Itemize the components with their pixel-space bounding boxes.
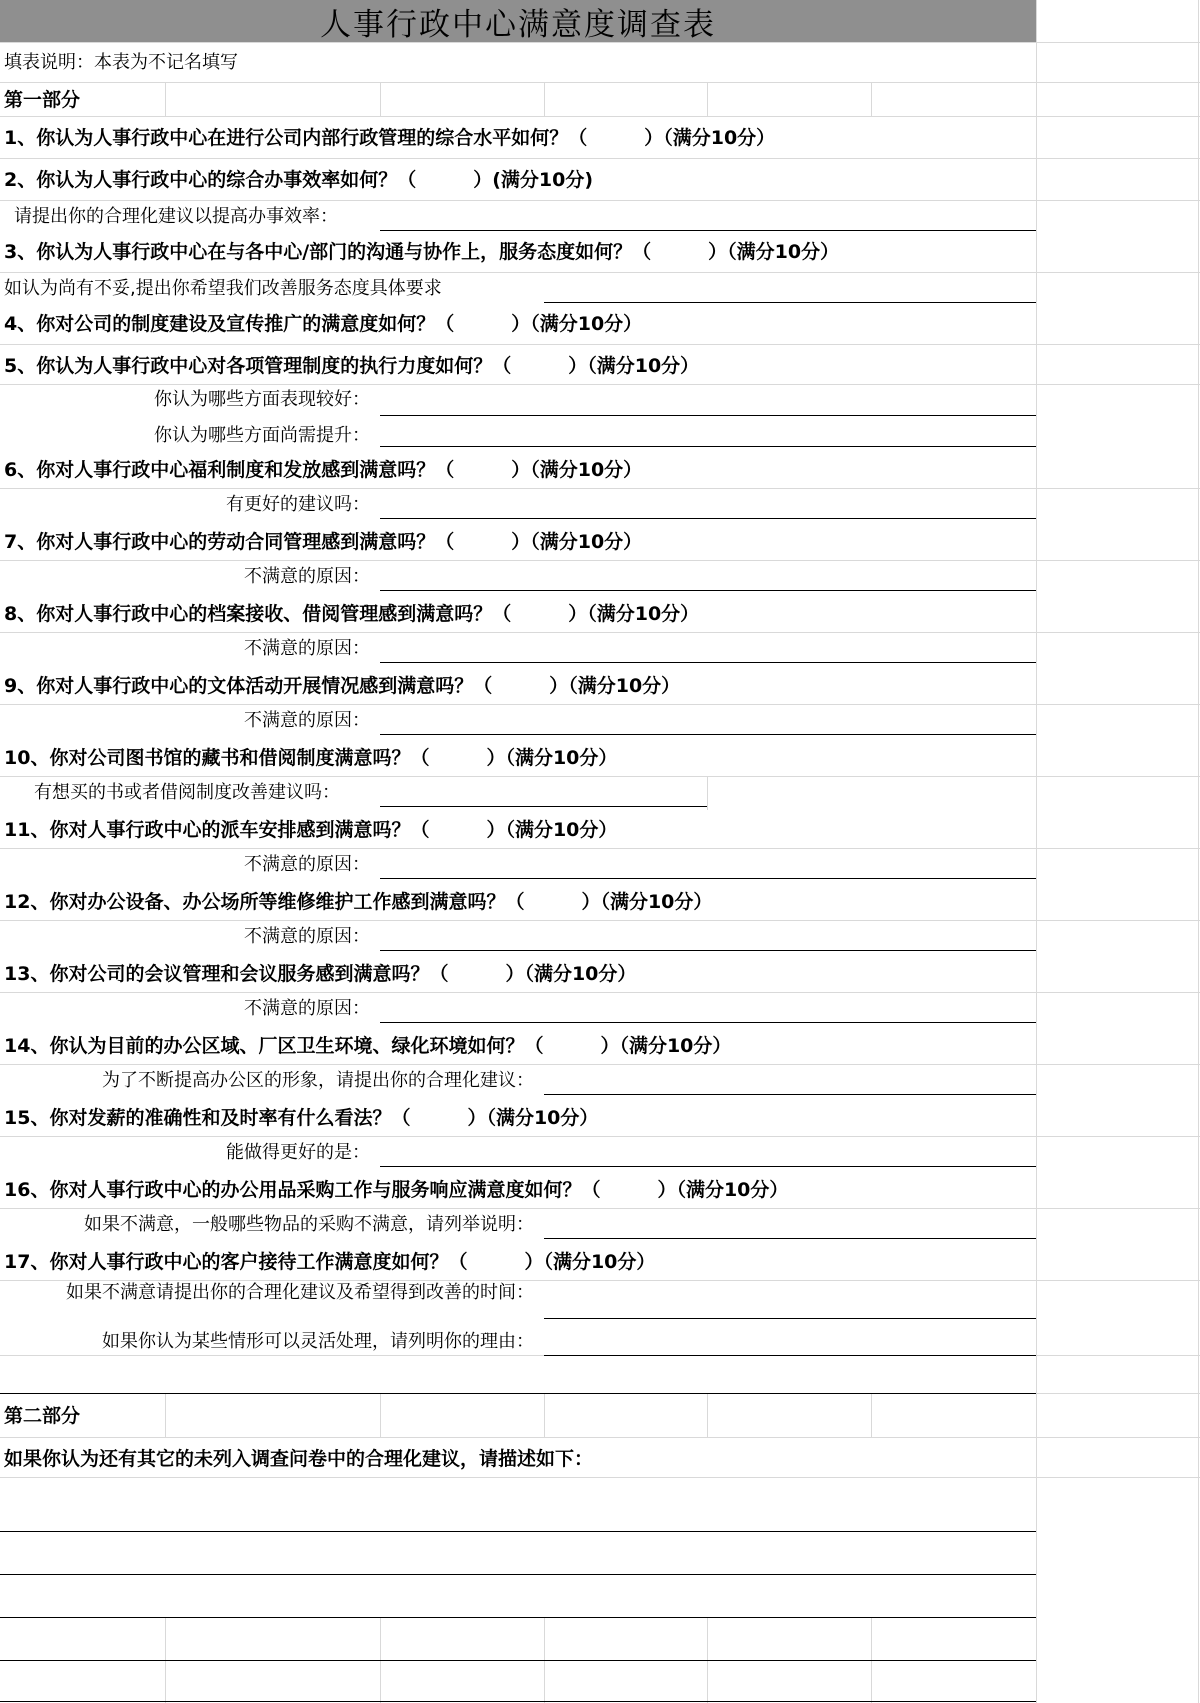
followup-label: 有更好的建议吗： <box>226 494 370 515</box>
answer-line[interactable] <box>544 1238 1036 1239</box>
answer-line[interactable] <box>544 1318 1036 1319</box>
grid-col-line <box>1198 0 1199 1703</box>
question-9: 9、你对人事行政中心的文体活动开展情况感到满意吗？（ ）（满分10分） <box>4 675 681 697</box>
section-divider <box>0 1393 1036 1394</box>
free-text-line[interactable] <box>0 1574 1036 1575</box>
grid-col-line <box>380 1393 381 1437</box>
followup-label: 如果不满意，一般哪些物品的采购不满意，请列举说明： <box>84 1214 534 1235</box>
free-text-line[interactable] <box>0 1701 1036 1702</box>
question-7: 7、你对人事行政中心的劳动合同管理感到满意吗？（ ）（满分10分） <box>4 531 643 553</box>
page-title: 人事行政中心满意度调查表 <box>0 0 1036 42</box>
followup-label: 你认为哪些方面尚需提升： <box>154 425 370 446</box>
answer-line[interactable] <box>544 302 1036 303</box>
answer-line[interactable] <box>544 1094 1036 1095</box>
followup-label: 请提出你的合理化建议以提高办事效率： <box>14 206 338 227</box>
grid-row-line <box>0 560 1200 561</box>
grid-col-line <box>871 1393 872 1437</box>
followup-label: 为了不断提高办公区的形象，请提出你的合理化建议： <box>102 1070 534 1091</box>
followup-label: 不满意的原因： <box>244 854 370 875</box>
answer-line[interactable] <box>380 1166 1036 1167</box>
grid-row-line <box>0 82 1200 83</box>
question-13: 13、你对公司的会议管理和会议服务感到满意吗？（ ）（满分10分） <box>4 963 637 985</box>
instruction-text: 填表说明：本表为不记名填写 <box>4 52 238 73</box>
answer-line[interactable] <box>380 446 1036 447</box>
question-3: 3、你认为人事行政中心在与各中心/部门的沟通与协作上，服务态度如何？（ ）（满分10分） <box>4 241 840 263</box>
answer-line[interactable] <box>380 230 1036 231</box>
followup-label: 你认为哪些方面表现较好： <box>154 389 370 410</box>
grid-row-line <box>0 1437 1200 1438</box>
grid-col-line <box>544 82 545 116</box>
grid-row-line <box>0 1136 1200 1137</box>
grid-row-line <box>0 1477 1200 1478</box>
grid-col-line <box>707 82 708 116</box>
grid-col-line <box>380 82 381 116</box>
grid-col-line <box>165 1393 166 1437</box>
grid-col-line <box>871 82 872 116</box>
followup-label: 不满意的原因： <box>244 638 370 659</box>
answer-line[interactable] <box>544 1355 1036 1356</box>
question-17: 17、你对人事行政中心的客户接待工作满意度如何？（ ）（满分10分） <box>4 1251 656 1273</box>
grid-col-line <box>707 776 708 810</box>
followup-label: 不满意的原因： <box>244 998 370 1019</box>
followup-label: 不满意的原因： <box>244 566 370 587</box>
grid-row-line <box>0 632 1200 633</box>
grid-row-line <box>0 488 1200 489</box>
answer-line[interactable] <box>380 662 1036 663</box>
followup-label: 不满意的原因： <box>244 710 370 731</box>
grid-row-line <box>0 704 1200 705</box>
followup-label: 如果不满意请提出你的合理化建议及希望得到改善的时间： <box>66 1282 534 1303</box>
followup-label: 不满意的原因： <box>244 926 370 947</box>
grid-row-line <box>0 344 1200 345</box>
question-11: 11、你对人事行政中心的派车安排感到满意吗？（ ）（满分10分） <box>4 819 618 841</box>
question-1: 1、你认为人事行政中心在进行公司内部行政管理的综合水平如何？（ ）（满分10分） <box>4 127 776 149</box>
answer-line[interactable] <box>380 734 1036 735</box>
free-text-line[interactable] <box>0 1617 1036 1618</box>
free-text-line[interactable] <box>0 1660 1036 1661</box>
section-heading-part2: 第二部分 <box>4 1405 81 1427</box>
grid-col-line <box>544 1393 545 1437</box>
question-4: 4、你对公司的制度建设及宣传推广的满意度如何？（ ）（满分10分） <box>4 313 643 335</box>
question-10: 10、你对公司图书馆的藏书和借阅制度满意吗？（ ）（满分10分） <box>4 747 618 769</box>
grid-row-line <box>0 920 1200 921</box>
answer-line[interactable] <box>380 415 1036 416</box>
part2-prompt: 如果你认为还有其它的未列入调查问卷中的合理化建议，请描述如下： <box>4 1448 594 1470</box>
grid-row-line <box>0 848 1200 849</box>
grid-row-line <box>0 158 1200 159</box>
grid-row-line <box>0 200 1200 201</box>
question-16: 16、你对人事行政中心的办公用品采购工作与服务响应满意度如何？（ ）（满分10分） <box>4 1179 789 1201</box>
question-6: 6、你对人事行政中心福利制度和发放感到满意吗？（ ）（满分10分） <box>4 459 643 481</box>
followup-label: 如认为尚有不妥,提出你希望我们改善服务态度具体要求 <box>4 278 442 299</box>
question-14: 14、你认为目前的办公区域、厂区卫生环境、绿化环境如何？（ ）（满分10分） <box>4 1035 732 1057</box>
question-8: 8、你对人事行政中心的档案接收、借阅管理感到满意吗？（ ）（满分10分） <box>4 603 700 625</box>
grid-row-line <box>0 776 1200 777</box>
grid-row-line <box>0 1064 1200 1065</box>
grid-col-line <box>165 82 166 116</box>
question-2: 2、你认为人事行政中心的综合办事效率如何？（ ）(满分10分) <box>4 169 594 191</box>
grid-row-line <box>0 272 1200 273</box>
answer-line[interactable] <box>380 1022 1036 1023</box>
followup-label: 如果你认为某些情形可以灵活处理，请列明你的理由： <box>102 1331 534 1352</box>
answer-line[interactable] <box>380 806 707 807</box>
free-text-line[interactable] <box>0 1531 1036 1532</box>
grid-row-line <box>0 116 1200 117</box>
followup-label: 有想买的书或者借阅制度改善建议吗： <box>34 782 340 803</box>
grid-col-line <box>707 1393 708 1437</box>
grid-row-line <box>0 992 1200 993</box>
followup-label: 能做得更好的是： <box>226 1142 370 1163</box>
question-15: 15、你对发薪的准确性和及时率有什么看法？（ ）（满分10分） <box>4 1107 599 1129</box>
answer-line[interactable] <box>380 950 1036 951</box>
answer-line[interactable] <box>380 590 1036 591</box>
question-5: 5、你认为人事行政中心对各项管理制度的执行力度如何？（ ）（满分10分） <box>4 355 700 377</box>
grid-col-line <box>1036 0 1037 1703</box>
grid-row-line <box>0 1208 1200 1209</box>
grid-row-line <box>0 384 1200 385</box>
question-12: 12、你对办公设备、办公场所等维修维护工作感到满意吗？（ ）（满分10分） <box>4 891 713 913</box>
section-heading-part1: 第一部分 <box>4 89 81 111</box>
answer-line[interactable] <box>380 518 1036 519</box>
answer-line[interactable] <box>380 878 1036 879</box>
